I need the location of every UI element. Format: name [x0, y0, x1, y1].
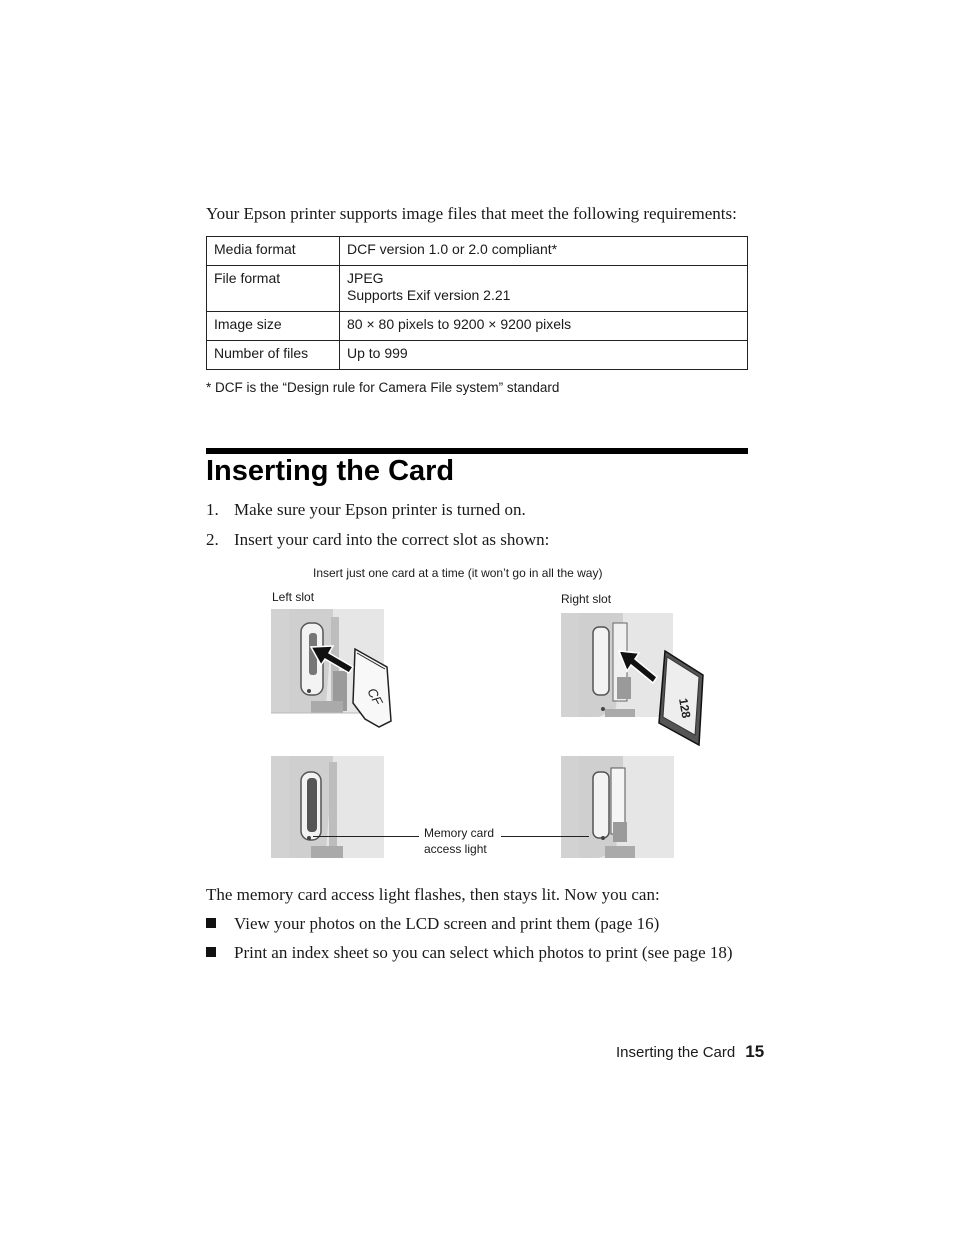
bullet-text: Print an index sheet so you can select which photos to print (see page 18) [234, 943, 733, 962]
bullet-text: View your photos on the LCD screen and print them (page 16) [234, 914, 660, 933]
footnote: * DCF is the “Design rule for Camera File system” standard [206, 380, 560, 395]
table-cell-label: Number of files [207, 341, 340, 370]
step-text: Make sure your Epson printer is turned on. [234, 500, 526, 519]
table-cell-label: File format [207, 266, 340, 312]
table-row [207, 266, 748, 312]
right-slot-inserted-illustration [561, 756, 674, 858]
left-slot-inserted-illustration [271, 756, 384, 858]
list-item [206, 943, 733, 963]
sd-card-label: CF [364, 685, 386, 708]
section-heading: Inserting the Card [206, 455, 455, 487]
left-slot-insert-illustration [271, 609, 403, 729]
step-2 [206, 530, 549, 550]
footer-section-title: Inserting the Card [616, 1044, 736, 1061]
requirements-table [206, 236, 748, 370]
section-rule [206, 448, 748, 454]
table-cell-label: Media format [207, 237, 340, 266]
table-row [207, 312, 748, 341]
access-light-leader-right [501, 836, 589, 837]
table-cell-value: DCF version 1.0 or 2.0 compliant* [340, 237, 748, 266]
right-slot-insert-illustration [561, 613, 707, 747]
cf-card-label: 128 [676, 697, 694, 720]
after-paragraph: The memory card access light flashes, then stays lit. Now you can: [206, 885, 660, 904]
step-text: Insert your card into the correct slot as shown: [234, 530, 550, 549]
table-cell-value: JPEG Supports Exif version 2.21 [340, 266, 748, 312]
right-slot-label: Right slot [561, 592, 612, 606]
table-row [207, 237, 748, 266]
bullet-square-icon [206, 947, 216, 957]
table-cell-value: Up to 999 [340, 341, 748, 370]
figure-caption: Insert just one card at a time (it won’t go in all the way) [313, 566, 603, 580]
access-light-label: Memory card access light [424, 826, 495, 856]
table-row [207, 341, 748, 370]
left-slot-label: Left slot [272, 590, 315, 604]
bullet-square-icon [206, 918, 216, 928]
intro-paragraph: Your Epson printer supports image files that meet the following requirements: [206, 204, 737, 223]
step-number: 1. [206, 500, 219, 519]
table-cell-value: 80 × 80 pixels to 9200 × 9200 pixels [340, 312, 748, 341]
page-footer [616, 1042, 764, 1062]
list-item [206, 914, 659, 934]
page-number: 15 [745, 1042, 765, 1061]
step-number: 2. [206, 530, 219, 549]
access-light-leader-left [313, 836, 419, 837]
table-cell-label: Image size [207, 312, 340, 341]
step-1 [206, 500, 526, 520]
